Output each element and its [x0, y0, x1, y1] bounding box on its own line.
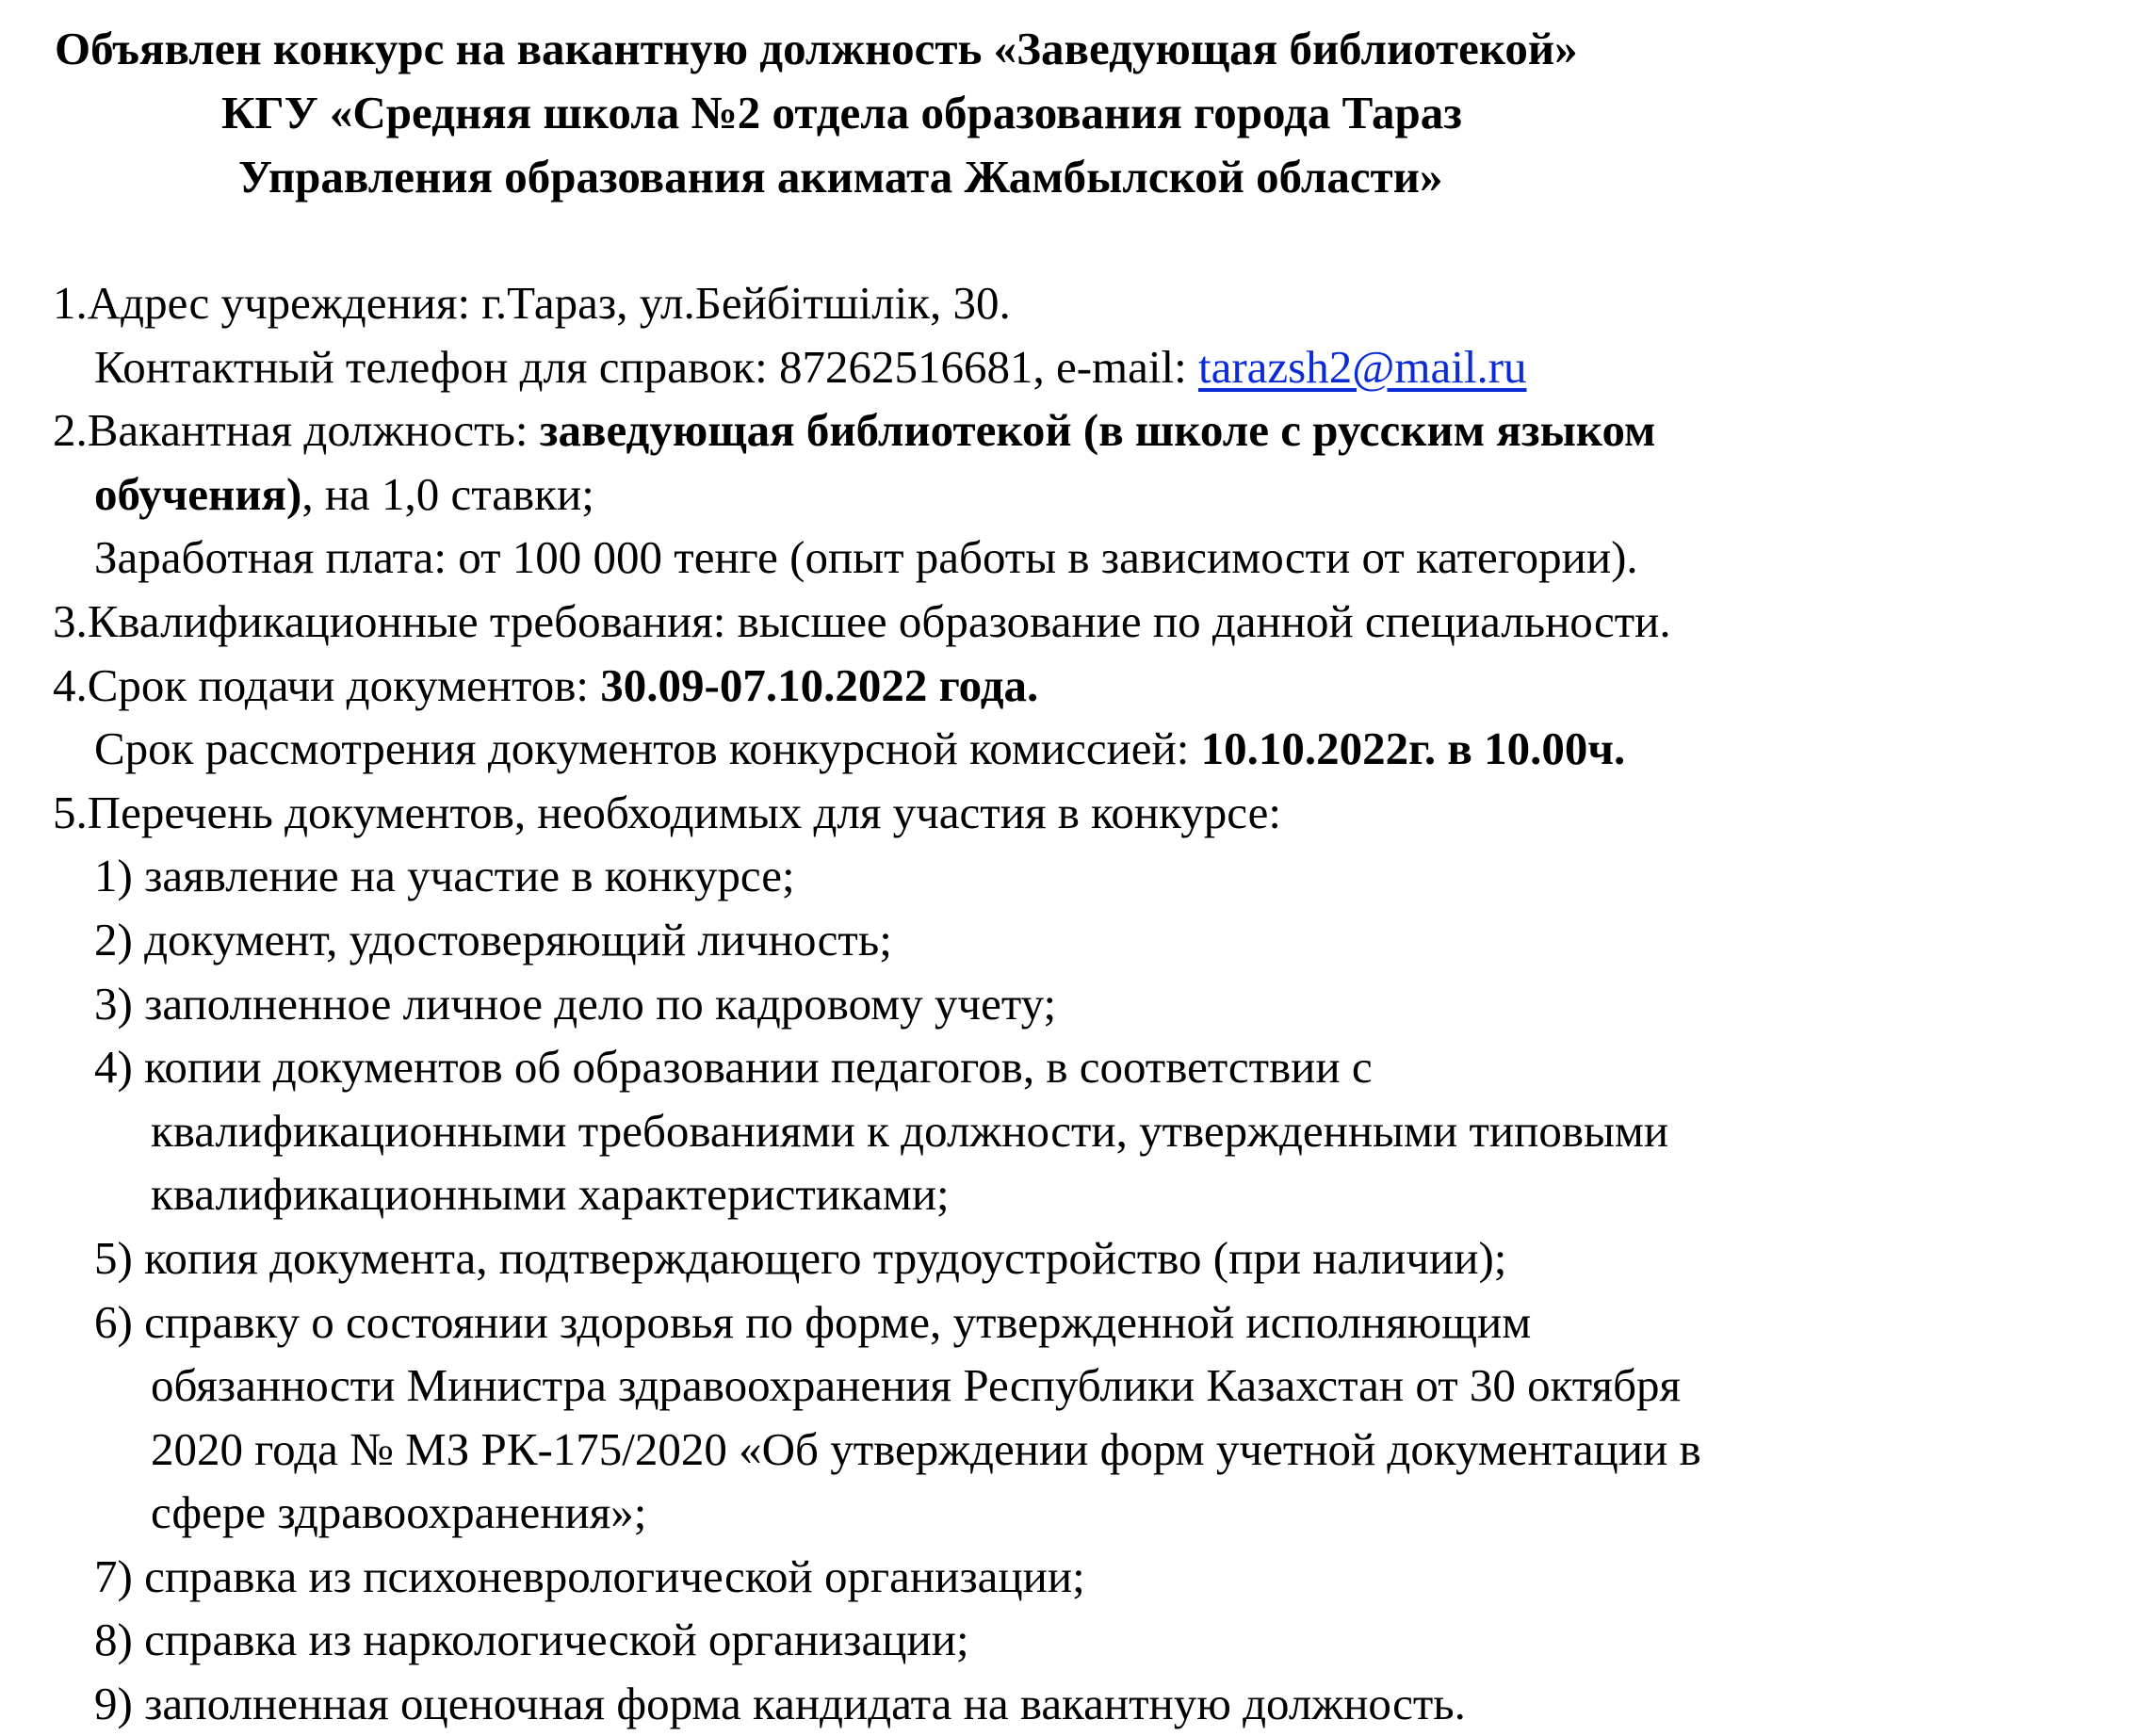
contact-line	[53, 335, 1701, 399]
address-line: 1.Адрес учреждения: г.Тараз, ул.Бейбітшілік, 30.	[53, 277, 1011, 329]
doc-item-4-cont-2: квалификационными характеристиками;	[151, 1168, 950, 1221]
heading-line-2: КГУ «Средняя школа №2 отдела образования города Тараз	[221, 87, 1462, 138]
review-line	[53, 717, 1701, 781]
vacancy-line	[53, 398, 1701, 462]
vacancy-line-cont	[53, 462, 1701, 527]
doc-item-6-cont-3: сфере здравоохранения»;	[151, 1486, 647, 1539]
submission-prefix: 4.Срок подачи документов:	[53, 658, 601, 711]
doc-item-4-cont-1: квалификационными требованиями к должности, утвержденными типовыми	[151, 1104, 1669, 1157]
vacancy-position: заведующая библиотекой (в школе с русским языком	[539, 404, 1656, 457]
review-prefix: Срок рассмотрения документов конкурсной комиссией:	[94, 722, 1201, 775]
doc-item-9: 9) заполненная оценочная форма кандидата на вакантную должность.	[94, 1678, 1466, 1730]
doc-item-4: 4) копии документов об образовании педагогов, в соответствии с	[94, 1041, 1373, 1094]
doc-item-5: 5) копия документа, подтверждающего трудоустройство (при наличии);	[94, 1231, 1507, 1284]
doc-item-8: 8) справка из наркологической организации;	[94, 1614, 969, 1666]
vacancy-position-cont: обучения)	[94, 467, 302, 520]
heading-line-3: Управления образования акимата Жамбылской области»	[238, 151, 1443, 203]
contact-phone-text: Контактный телефон для справок: 87262516681, e-mail:	[94, 340, 1198, 393]
doc-item-1: 1) заявление на участие в конкурсе;	[94, 850, 795, 902]
email-link[interactable]: tarazsh2@mail.ru	[1197, 340, 1527, 393]
heading-line-1: Объявлен конкурс на вакантную должность «Заведующая библиотекой»	[55, 23, 1578, 74]
submission-dates: 30.09-07.10.2022 года.	[600, 658, 1039, 711]
qualification-line: 3.Квалификационные требования: высшее образование по данной специальности.	[53, 594, 1671, 647]
doc-item-2: 2) документ, удостоверяющий личность;	[94, 913, 892, 965]
vacancy-prefix: 2.Вакантная должность:	[53, 404, 540, 457]
doc-item-7: 7) справка из психоневрологической организации;	[94, 1549, 1085, 1602]
doc-item-6-cont-1: обязанности Министра здравоохранения Республики Казахстан от 30 октября	[151, 1359, 1682, 1412]
documents-title: 5.Перечень документов, необходимых для участия в конкурсе:	[53, 786, 1281, 838]
vacancy-rate: , на 1,0 ставки;	[301, 467, 594, 520]
salary-line: Заработная плата: от 100 000 тенге (опыт работы в зависимости от категории).	[94, 531, 1638, 584]
review-date: 10.10.2022г. в 10.00ч.	[1200, 722, 1626, 775]
doc-item-3: 3) заполненное личное дело по кадровому учету;	[94, 977, 1057, 1030]
doc-item-6: 6) справку о состоянии здоровья по форме, утвержденной исполняющим	[94, 1295, 1532, 1348]
announcement-body	[53, 271, 1701, 1736]
doc-item-6-cont-2: 2020 года № МЗ РК-175/2020 «Об утверждении форм учетной документации в	[151, 1422, 1701, 1475]
announcement-heading	[55, 17, 1578, 209]
submission-line	[53, 654, 1701, 718]
